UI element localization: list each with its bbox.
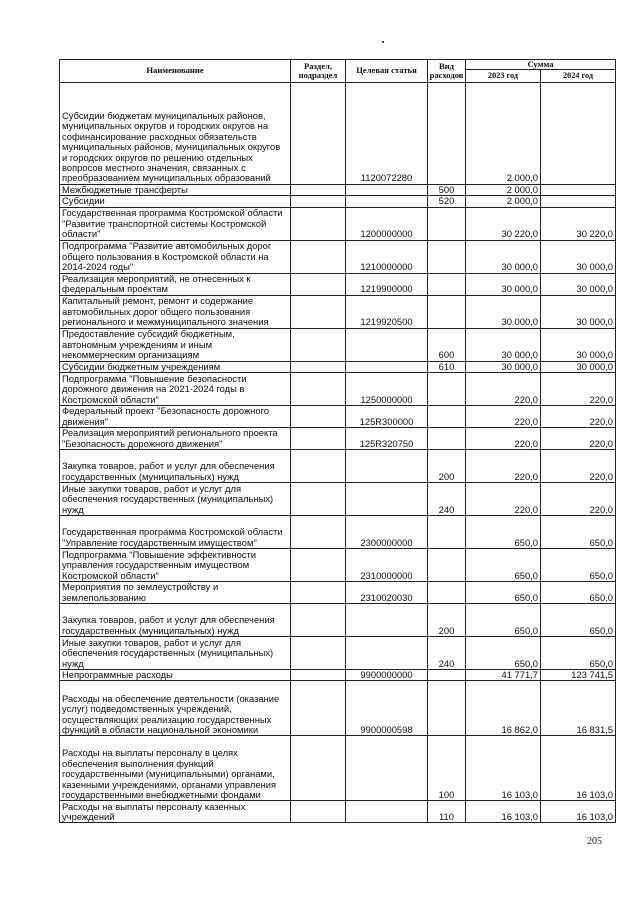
row-section <box>291 801 346 823</box>
row-sum-2023: 650,0 <box>466 637 541 670</box>
table-row <box>60 450 616 483</box>
row-section <box>291 670 346 681</box>
row-sum-2024: 30 000,0 <box>541 328 616 361</box>
row-sum-2024: 650,0 <box>541 604 616 637</box>
row-sum-2024: 30 220,0 <box>541 207 616 240</box>
table-row <box>60 681 616 736</box>
row-name: Государственная программа Костромской области "Развитие транспортной системы Костромской области" <box>60 207 291 240</box>
row-target: 2310020030 <box>346 582 428 604</box>
row-target <box>346 801 428 823</box>
header-name: Наименование <box>60 60 291 83</box>
row-target: 2310000000 <box>346 549 428 582</box>
row-name: Капитальный ремонт, ремонт и содержание автомобильных дорог общего пользования регионального и межмуниципального значения <box>60 295 291 328</box>
row-sum-2023: 650,0 <box>466 516 541 549</box>
row-section <box>291 637 346 670</box>
row-name: Подпрограмма "Повышение эффективности управления государственным имуществом Костромской области" <box>60 549 291 582</box>
table-row <box>60 184 616 195</box>
row-expense-type <box>428 273 466 295</box>
row-expense-type: 200 <box>428 450 466 483</box>
row-sum-2023: 650,0 <box>466 604 541 637</box>
table-row <box>60 637 616 670</box>
table-row <box>60 207 616 240</box>
table-row <box>60 361 616 372</box>
row-name: Реализация мероприятий регионального проекта "Безопасность дорожного движения" <box>60 428 291 450</box>
row-name: Предоставление субсидий бюджетным, автономным учреждениям и иным некоммерческим организациям <box>60 328 291 361</box>
budget-table <box>59 59 616 823</box>
row-name: Расходы на обеспечение деятельности (оказание услуг) подведомственных учреждений, осуществляющих реализацию государственных функций в области национальной экономики <box>60 681 291 736</box>
row-expense-type: 500 <box>428 184 466 195</box>
row-section <box>291 736 346 801</box>
row-target: 1200000000 <box>346 207 428 240</box>
row-sum-2023: 16 862,0 <box>466 681 541 736</box>
row-sum-2024: 650,0 <box>541 516 616 549</box>
row-sum-2023: 2 000,0 <box>466 184 541 195</box>
row-name: Мероприятия по землеустройству и землепользованию <box>60 582 291 604</box>
row-sum-2023: 16 103,0 <box>466 736 541 801</box>
row-sum-2024: 30 000,0 <box>541 240 616 273</box>
row-sum-2023: 30 000,0 <box>466 361 541 372</box>
row-sum-2023: 2 000,0 <box>466 82 541 184</box>
row-section <box>291 184 346 195</box>
row-sum-2023: 220,0 <box>466 450 541 483</box>
table-row <box>60 516 616 549</box>
row-section <box>291 406 346 428</box>
row-name: Реализация мероприятий, не отнесенных к федеральным проектам <box>60 273 291 295</box>
row-sum-2024: 30 000,0 <box>541 273 616 295</box>
row-section <box>291 483 346 516</box>
row-target <box>346 604 428 637</box>
row-section <box>291 273 346 295</box>
row-target: 125R300000 <box>346 406 428 428</box>
header-year-2023: 2023 год <box>466 70 541 82</box>
row-expense-type <box>428 82 466 184</box>
row-expense-type <box>428 681 466 736</box>
row-name: Субсидии бюджетам муниципальных районов, муниципальных округов и городских округов на софинансирование расходных обязательств муниципальных районов, муниципальных округов и городских округов по решению отдельных вопросов местного значения, связанных с преобразованием муниципальных образований <box>60 82 291 184</box>
row-name: Федеральный проект "Безопасность дорожного движения" <box>60 406 291 428</box>
row-expense-type: 520 <box>428 196 466 207</box>
table-row <box>60 196 616 207</box>
row-section <box>291 207 346 240</box>
row-section <box>291 361 346 372</box>
table-row <box>60 373 616 406</box>
row-name: Межбюджетные трансферты <box>60 184 291 195</box>
row-section <box>291 549 346 582</box>
row-section <box>291 428 346 450</box>
table-row <box>60 736 616 801</box>
row-expense-type <box>428 582 466 604</box>
row-section <box>291 196 346 207</box>
row-section <box>291 582 346 604</box>
row-sum-2024 <box>541 196 616 207</box>
table-row <box>60 82 616 184</box>
table-row <box>60 240 616 273</box>
row-sum-2023: 16 103,0 <box>466 801 541 823</box>
page-number: 205 <box>587 836 602 847</box>
row-section <box>291 604 346 637</box>
row-sum-2023: 30 000,0 <box>466 273 541 295</box>
header-sum: Сумма <box>466 60 616 70</box>
header-expense-type: Вид расходов <box>428 60 466 83</box>
row-sum-2023: 220,0 <box>466 483 541 516</box>
row-sum-2023: 30 000,0 <box>466 240 541 273</box>
row-name: Закупка товаров, работ и услуг для обеспечения государственных (муниципальных) нужд <box>60 450 291 483</box>
row-target <box>346 328 428 361</box>
row-section <box>291 516 346 549</box>
table-body <box>60 82 616 823</box>
row-target: 1219920500 <box>346 295 428 328</box>
row-sum-2023: 30 000,0 <box>466 328 541 361</box>
row-section <box>291 82 346 184</box>
row-name: Субсидии <box>60 196 291 207</box>
table-row <box>60 801 616 823</box>
row-name: Непрограммные расходы <box>60 670 291 681</box>
row-sum-2024: 16 831,5 <box>541 681 616 736</box>
row-name: Субсидии бюджетным учреждениям <box>60 361 291 372</box>
row-expense-type <box>428 516 466 549</box>
row-target: 9900000000 <box>346 670 428 681</box>
row-target <box>346 483 428 516</box>
header-section: Раздел, подраздел <box>291 60 346 83</box>
row-sum-2023: 2 000,0 <box>466 196 541 207</box>
row-target: 1210000000 <box>346 240 428 273</box>
row-sum-2024: 220,0 <box>541 450 616 483</box>
row-sum-2024: 30 000,0 <box>541 361 616 372</box>
row-target: 1250000000 <box>346 373 428 406</box>
table-row <box>60 582 616 604</box>
row-target: 1219900000 <box>346 273 428 295</box>
scan-dot <box>382 41 384 43</box>
row-sum-2023: 220,0 <box>466 406 541 428</box>
row-sum-2023: 30 220,0 <box>466 207 541 240</box>
row-section <box>291 240 346 273</box>
row-name: Иные закупки товаров, работ и услуг для обеспечения государственных (муниципальных) нужд <box>60 637 291 670</box>
row-section <box>291 328 346 361</box>
row-section <box>291 681 346 736</box>
row-expense-type <box>428 240 466 273</box>
row-section <box>291 373 346 406</box>
table-row <box>60 295 616 328</box>
row-sum-2023: 650,0 <box>466 549 541 582</box>
table-row <box>60 670 616 681</box>
row-expense-type <box>428 406 466 428</box>
table-header <box>60 60 616 83</box>
row-sum-2023: 220,0 <box>466 428 541 450</box>
row-target <box>346 450 428 483</box>
row-sum-2024: 16 103,0 <box>541 736 616 801</box>
row-target <box>346 184 428 195</box>
row-sum-2023: 30 000,0 <box>466 295 541 328</box>
row-target <box>346 736 428 801</box>
row-name: Расходы на выплаты персоналу в целях обеспечения выполнения функций государственными (муниципальными) органами, казенными учреждениями, органами управления государственными внебюджетными фондами <box>60 736 291 801</box>
row-target: 2300000000 <box>346 516 428 549</box>
table-row <box>60 406 616 428</box>
row-sum-2024: 220,0 <box>541 406 616 428</box>
row-sum-2024: 220,0 <box>541 373 616 406</box>
row-sum-2024: 123 741,5 <box>541 670 616 681</box>
table-row <box>60 273 616 295</box>
row-sum-2024: 220,0 <box>541 428 616 450</box>
row-expense-type: 600 <box>428 328 466 361</box>
row-name: Государственная программа Костромской области "Управление государственным имуществом" <box>60 516 291 549</box>
row-expense-type: 610 <box>428 361 466 372</box>
row-sum-2024 <box>541 184 616 195</box>
header-year-2024: 2024 год <box>541 70 616 82</box>
row-sum-2024: 16 103,0 <box>541 801 616 823</box>
row-target: 9900000598 <box>346 681 428 736</box>
row-target: 1120072280 <box>346 82 428 184</box>
row-sum-2024: 650,0 <box>541 549 616 582</box>
table-row <box>60 328 616 361</box>
row-target <box>346 637 428 670</box>
table-row <box>60 604 616 637</box>
row-expense-type <box>428 670 466 681</box>
row-name: Подпрограмма "Повышение безопасности дорожного движения на 2021-2024 годы в Костромской области" <box>60 373 291 406</box>
row-expense-type: 240 <box>428 637 466 670</box>
row-expense-type: 200 <box>428 604 466 637</box>
row-sum-2024: 220,0 <box>541 483 616 516</box>
row-expense-type: 110 <box>428 801 466 823</box>
row-expense-type <box>428 373 466 406</box>
row-expense-type <box>428 549 466 582</box>
row-section <box>291 450 346 483</box>
row-expense-type <box>428 207 466 240</box>
row-target <box>346 196 428 207</box>
row-target <box>346 361 428 372</box>
row-name: Закупка товаров, работ и услуг для обеспечения государственных (муниципальных) нужд <box>60 604 291 637</box>
row-sum-2023: 650,0 <box>466 582 541 604</box>
row-sum-2024: 650,0 <box>541 637 616 670</box>
row-sum-2024: 650,0 <box>541 582 616 604</box>
row-expense-type <box>428 295 466 328</box>
row-expense-type <box>428 428 466 450</box>
row-expense-type: 240 <box>428 483 466 516</box>
row-sum-2023: 220,0 <box>466 373 541 406</box>
row-name: Подпрограмма "Развитие автомобильных дорог общего пользования в Костромской области на 2014-2024 годы" <box>60 240 291 273</box>
row-name: Иные закупки товаров, работ и услуг для обеспечения государственных (муниципальных) нужд <box>60 483 291 516</box>
row-sum-2023: 41 771,7 <box>466 670 541 681</box>
header-target: Целевая статья <box>346 60 428 83</box>
table-row <box>60 549 616 582</box>
row-sum-2024 <box>541 82 616 184</box>
row-expense-type: 100 <box>428 736 466 801</box>
row-target: 125R320750 <box>346 428 428 450</box>
row-sum-2024: 30 000,0 <box>541 295 616 328</box>
row-section <box>291 295 346 328</box>
table-row <box>60 483 616 516</box>
table-row <box>60 428 616 450</box>
row-name: Расходы на выплаты персоналу казенных учреждений <box>60 801 291 823</box>
